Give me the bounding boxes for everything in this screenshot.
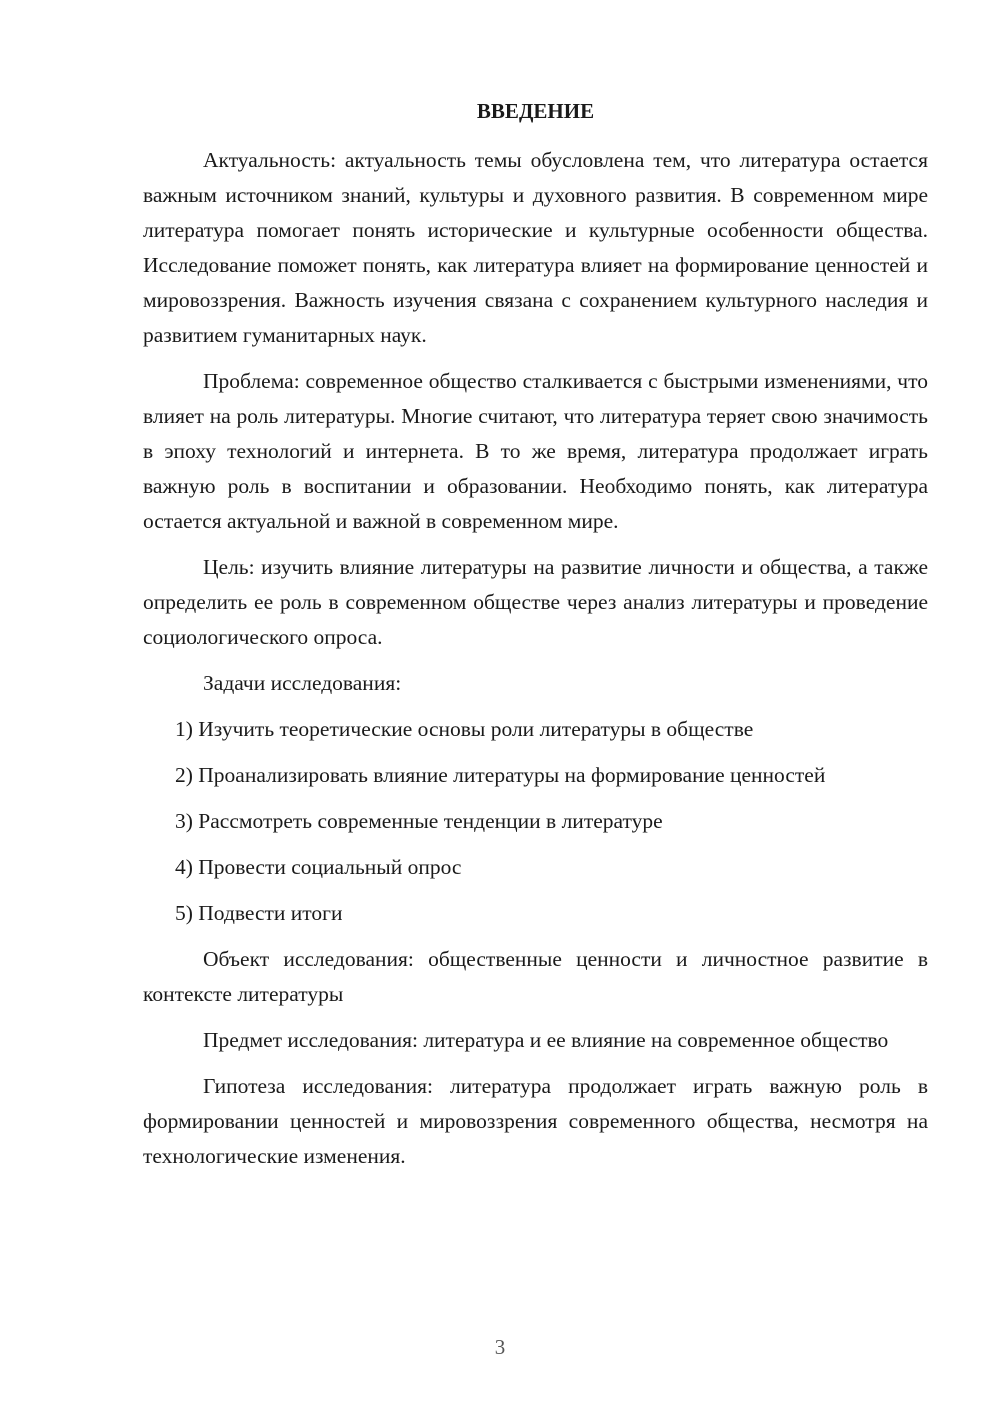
task-item-4: 4) Провести социальный опрос (175, 855, 462, 879)
paragraph-object: Объект исследования: общественные ценности и личностное развитие в контексте литературы (143, 947, 928, 1006)
page-number: 3 (494, 1335, 506, 1359)
task-item-2: 2) Проанализировать влияние литературы на формирование ценностей (175, 763, 826, 787)
paragraph-subject: Предмет исследования: литература и ее влияние на современное общество (203, 1028, 889, 1052)
task-item-5: 5) Подвести итоги (175, 901, 343, 925)
paragraph-relevance: Актуальность: актуальность темы обусловлена тем, что литература остается важным источником знаний, культуры и духовного развития. В современном мире литература помогает понять исторические и культурные особенности общества. Исследование поможет понять, как литература влияет на формирование ценностей и мировоззрения. Важность изучения связана с сохранением культурного наследия и развитием гуманитарных наук. (143, 148, 928, 347)
paragraph-hypothesis: Гипотеза исследования: литература продолжает играть важную роль в формировании ценностей и мировоззрения современного общества, несмотря на технологические изменения. (143, 1074, 928, 1168)
paragraph-goal: Цель: изучить влияние литературы на развитие личности и общества, а также определить ее роль в современном обществе через анализ литературы и проведение социологического опроса. (143, 555, 928, 649)
paragraph-problem: Проблема: современное общество сталкивается с быстрыми изменениями, что влияет на роль литературы. Многие считают, что литература теряет свою значимость в эпоху технологий и интернета. В то же время, литература продолжает играть важную роль в воспитании и образовании. Необходимо понять, как литература остается актуальной и важной в современном мире. (143, 369, 928, 533)
task-item-1: 1) Изучить теоретические основы роли литературы в обществе (175, 717, 754, 741)
task-item-3: 3) Рассмотреть современные тенденции в литературе (175, 809, 663, 833)
page-title: ВВЕДЕНИЕ (476, 99, 595, 123)
document-body (143, 143, 928, 1185)
tasks-heading: Задачи исследования: (203, 671, 402, 695)
